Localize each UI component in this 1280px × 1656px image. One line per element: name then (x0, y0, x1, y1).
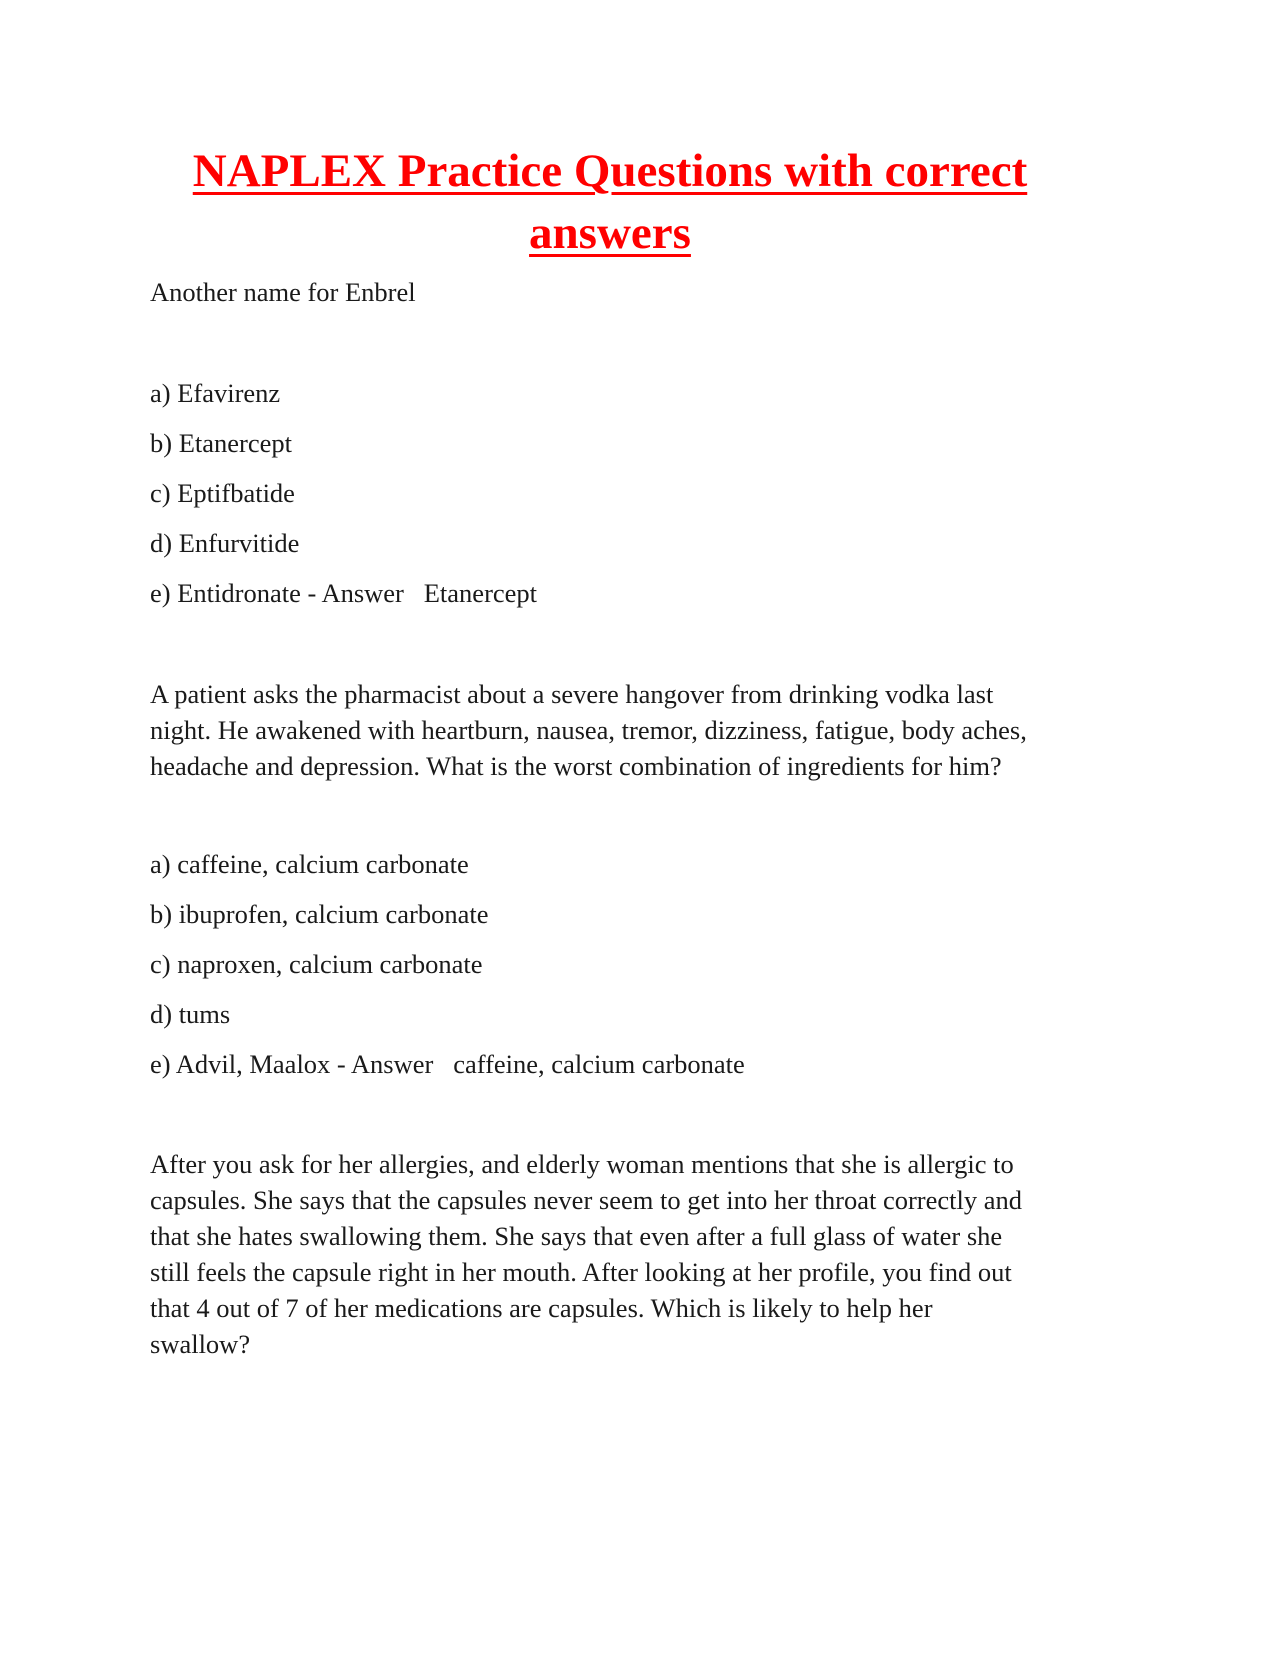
question-3-stem-line: After you ask for her allergies, and elderly woman mentions that she is allergic to (150, 1149, 1014, 1179)
question-3-stem-line: still feels the capsule right in her mouth. After looking at her profile, you find out (150, 1257, 1012, 1287)
question-2-stem (150, 676, 1130, 784)
question-2-stem-line: A patient asks the pharmacist about a severe hangover from drinking vodka last (150, 679, 994, 709)
question-1-stem: Another name for Enbrel (150, 277, 416, 307)
question-1-option-d: d) Enfurvitide (150, 528, 300, 558)
question-1-option-e-answer: e) Entidronate - Answer Etanercept (150, 578, 538, 608)
question-1-option-c: c) Eptifbatide (150, 478, 295, 508)
question-2-option-e-answer: e) Advil, Maalox - Answer caffeine, calcium carbonate (150, 1049, 745, 1079)
question-1-option-a: a) Efavirenz (150, 378, 281, 408)
question-2-stem-line: headache and depression. What is the worst combination of ingredients for him? (150, 751, 1002, 781)
question-2-option-a: a) caffeine, calcium carbonate (150, 849, 469, 879)
question-1-option-b: b) Etanercept (150, 428, 292, 458)
question-2-stem-line: night. He awakened with heartburn, nausea, tremor, dizziness, fatigue, body aches, (150, 715, 1027, 745)
question-3-stem (150, 1146, 1130, 1362)
question-3-stem-line: that 4 out of 7 of her medications are capsules. Which is likely to help her (150, 1293, 933, 1323)
title-line-1: NAPLEX Practice Questions with correct (192, 145, 1028, 197)
question-3-stem-line: swallow? (150, 1329, 251, 1359)
page-title (120, 140, 1100, 264)
question-3-stem-line: capsules. She says that the capsules never seem to get into her throat correctly and (150, 1185, 1023, 1215)
question-2-option-d: d) tums (150, 999, 231, 1029)
question-2-option-c: c) naproxen, calcium carbonate (150, 949, 483, 979)
title-line-2: answers (529, 207, 691, 259)
question-3-stem-line: that she hates swallowing them. She says that even after a full glass of water she (150, 1221, 1003, 1251)
question-2-option-b: b) ibuprofen, calcium carbonate (150, 899, 489, 929)
